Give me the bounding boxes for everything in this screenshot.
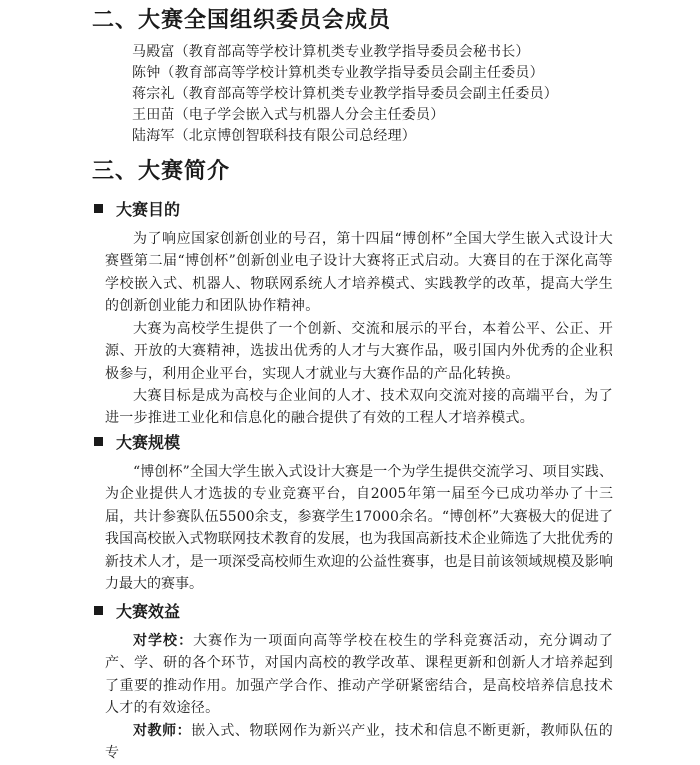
benefit-text: 嵌入式、物联网作为新兴产业，技术和信息不断更新，教师队伍的专 xyxy=(105,723,613,762)
committee-member: 陆海军（北京博创智联科技有限公司总经理） xyxy=(132,128,416,144)
square-bullet-icon xyxy=(94,204,103,213)
subsection-purpose-heading xyxy=(94,199,180,221)
purpose-paragraph: 大赛为高校学生提供了一个创新、交流和展示的平台，本着公平、公正、开源、开放的大赛精神，选拔出优秀的人才与大赛作品，吸引国内外优秀的企业积极参与，利用企业平台，实现人才就业与大赛作品的产品化转换。 xyxy=(105,321,613,382)
benefit-text: 大赛作为一项面向高等学校在校生的学科竞赛活动，充分调动了产、学、研的各个环节，对国内高校的教学改革、课程更新和创新人才培养起到了重要的推动作用。加强产学合作、推动产学研紧密结合，是高校培养信息技术人才的有效途径。 xyxy=(105,633,613,717)
purpose-paragraph: 大赛目标是成为高校与企业间的人才、技术双向交流对接的高端平台，为了进一步推进工业化和信息化的融合提供了有效的工程人才培养模式。 xyxy=(105,388,613,427)
section-2-title: 二、大赛全国组织委员会成员 xyxy=(92,7,392,33)
subsection-title: 大赛规模 xyxy=(116,433,181,452)
purpose-paragraph: 为了响应国家创新创业的号召，第十四届“博创杯”全国大学生嵌入式设计大赛暨第二届“博创杯”创新创业电子设计大赛将正式启动。大赛目的在于深化高等学校嵌入式、机器人、物联网系统人才培养模式、实践教学的改革，提高大学生的创新创业能力和团队协作精神。 xyxy=(105,231,613,315)
benefit-label: 对学校： xyxy=(133,633,194,649)
subsection-title: 大赛目的 xyxy=(116,200,181,219)
subsection-benefit-heading xyxy=(94,601,180,623)
committee-member-list xyxy=(132,42,558,147)
subsection-scale-heading xyxy=(94,432,180,454)
committee-member: 王田苗（电子学会嵌入式与机器人分会主任委员） xyxy=(132,107,445,123)
benefit-label: 对教师： xyxy=(133,723,192,739)
section-3-title: 三、大赛简介 xyxy=(92,158,231,184)
square-bullet-icon xyxy=(94,606,103,615)
benefit-teacher-paragraph xyxy=(105,720,613,765)
subsection-title: 大赛效益 xyxy=(116,602,181,621)
committee-member: 蒋宗礼（教育部高等学校计算机类专业教学指导委员会副主任委员） xyxy=(132,86,558,102)
committee-member: 陈钟（教育部高等学校计算机类专业教学指导委员会副主任委员） xyxy=(132,65,544,81)
square-bullet-icon xyxy=(94,437,103,446)
scale-paragraph: “博创杯”全国大学生嵌入式设计大赛是一个为学生提供交流学习、项目实践、为企业提供人才选拔的专业竞赛平台，自2005年第一届至今已成功举办了十三届，共计参赛队伍5500余支，参赛学生17000余名。“博创杯”大赛极大的促进了我国高校嵌入式物联网技术教育的发展，也为我国高新技术企业筛选了大批优秀的新技术人才，是一项深受高校师生欢迎的公益性赛事，也是目前该领域规模及影响力最大的赛事。 xyxy=(105,464,613,593)
committee-member: 马殿富（教育部高等学校计算机类专业教学指导委员会秘书长） xyxy=(132,44,530,60)
benefit-school-paragraph xyxy=(105,630,613,720)
